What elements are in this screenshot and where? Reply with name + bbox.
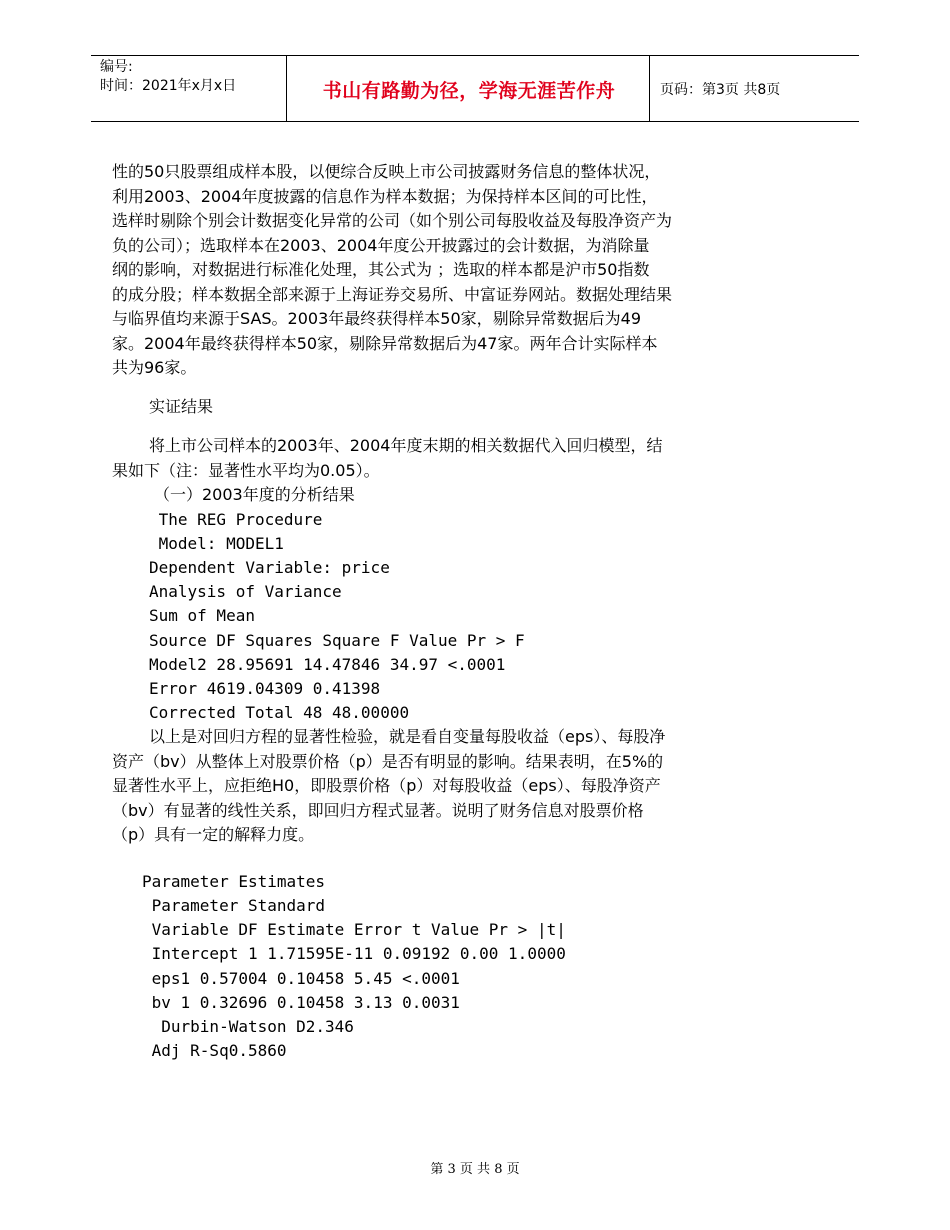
text-line: 纲的影响，对数据进行标准化处理，其公式为 ；选取的样本都是沪市50指数 [112, 260, 650, 279]
text-line: 的成分股；样本数据全部来源于上海证券交易所、中富证券网站。数据处理结果 [112, 284, 673, 304]
text-line: 将上市公司样本的2003年、2004年度末期的相关数据代入回归模型，结 [149, 436, 663, 455]
paragraph-sample-description [112, 160, 772, 381]
header-page-label: 页码：第3页 共8页 [660, 82, 781, 98]
code-line: Analysis of Variance [149, 582, 342, 602]
code-line: Intercept 1 1.71595E-11 0.09192 0.00 1.0000 [142, 944, 566, 964]
anova-output [112, 508, 772, 726]
text-line: 负的公司）；选取样本在2003、2004年度公开披露过的会计数据，为消除量 [112, 235, 650, 255]
text-line: 利用2003、2004年度披露的信息作为样本数据；为保持样本区间的可比性， [112, 186, 658, 206]
text-line: 果如下（注：显著性水平均为0.05）。 [112, 460, 380, 480]
code-line: Variable DF Estimate Error t Value Pr > |t| [142, 920, 566, 940]
code-line: bv 1 0.32696 0.10458 3.13 0.0031 [142, 992, 460, 1012]
header-divider-left [286, 55, 287, 121]
code-line: Adj R-Sq0.5860 [142, 1041, 287, 1061]
code-line: Sum of Mean [149, 606, 255, 626]
subheading-2003: （一）2003年度的分析结果 [154, 485, 355, 504]
header-motto: 书山有路勤为径，学海无涯苦作舟 [322, 80, 616, 102]
paragraph-significance [112, 725, 772, 848]
code-line: Parameter Estimates [142, 871, 326, 891]
header-left-info [100, 58, 236, 96]
code-line: Corrected Total 48 48.00000 [149, 703, 410, 723]
text-line: 家。2004年最终获得样本50家，剔除异常数据后为47家。两年合计实际样本 [112, 333, 658, 353]
parameter-estimates-output [112, 870, 772, 1064]
code-line: Parameter Standard [142, 896, 326, 916]
time-label: 时间：2021年x月x日 [100, 78, 237, 94]
text-line: 选样时剔除个别会计数据变化异常的公司（如个别公司每股收益及每股净资产为 [112, 211, 673, 230]
code-line: Source DF Squares Square F Value Pr > F [149, 630, 525, 650]
document-body [112, 160, 772, 1063]
code-line: Dependent Variable: price [149, 557, 390, 577]
header-top-rule [91, 55, 859, 56]
text-line: （bv）有显著的线性关系，即回归方程式显著。说明了财务信息对股票价格 [112, 800, 644, 820]
text-line: 以上是对回归方程的显著性检验，就是看自变量每股收益（eps）、每股净 [149, 727, 666, 747]
code-line: eps1 0.57004 0.10458 5.45 <.0001 [142, 968, 460, 988]
code-line: The REG Procedure [149, 509, 323, 529]
code-line: Durbin-Watson D2.346 [142, 1017, 354, 1037]
serial-label: 编号: [100, 59, 133, 75]
code-line: Model: MODEL1 [149, 533, 284, 553]
text-line: 显著性水平上，应拒绝H0，即股票价格（p）对每股收益（eps）、每股净资产 [112, 776, 661, 796]
header-bottom-rule [91, 121, 859, 122]
text-line: 资产（bv）从整体上对股票价格（p）是否有明显的影响。结果表明，在5%的 [112, 751, 664, 771]
section-heading: 实证结果 [149, 396, 214, 416]
code-line: Error 4619.04309 0.41398 [149, 678, 381, 698]
text-line: 性的50只股票组成样本股，以便综合反映上市公司披露财务信息的整体状况， [112, 162, 661, 181]
text-line: 与临界值均来源于SAS。2003年最终获得样本50家，剔除异常数据后为49 [112, 309, 641, 328]
text-line: 共为96家。 [112, 358, 197, 377]
page-footer: 第 3 页 共 8 页 [430, 1162, 520, 1177]
code-line: Model2 28.95691 14.47846 34.97 <.0001 [149, 654, 506, 674]
paragraph-results-intro [112, 434, 772, 483]
text-line: （p）具有一定的解释力度。 [112, 825, 315, 845]
